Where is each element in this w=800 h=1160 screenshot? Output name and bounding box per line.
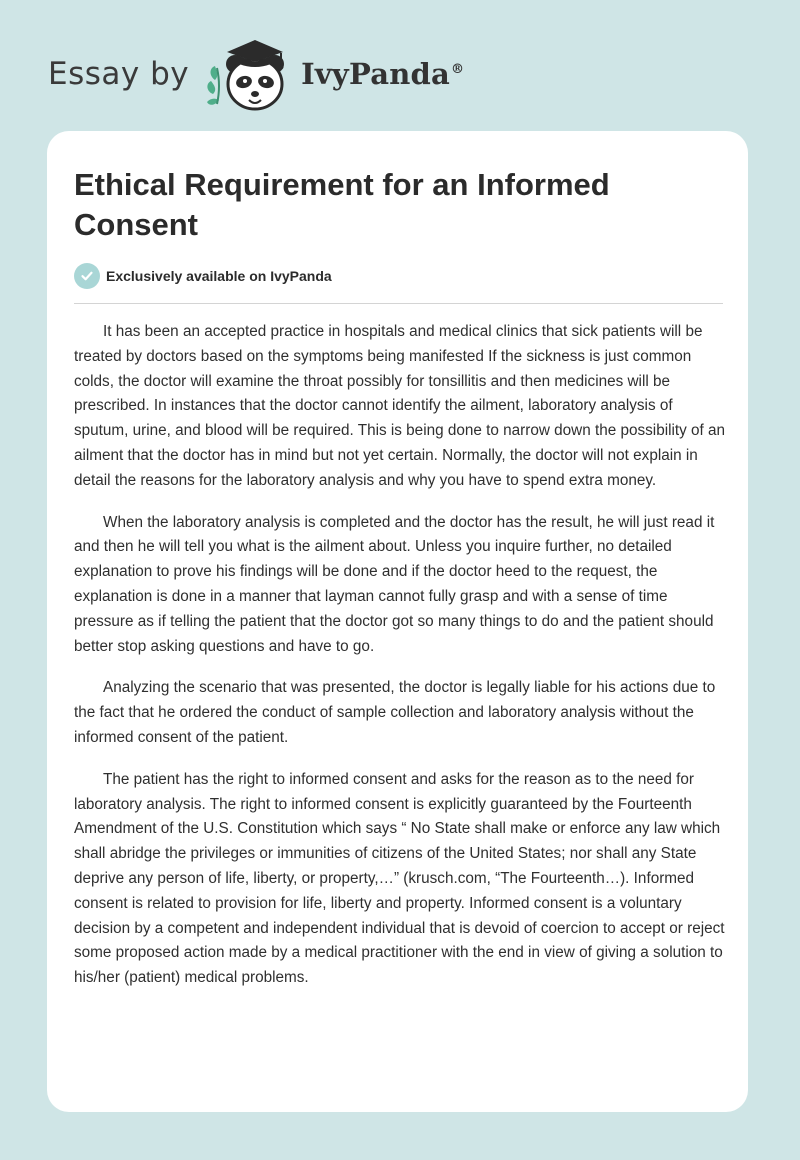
check-circle-icon	[74, 263, 100, 289]
registered-mark: ®	[450, 62, 465, 78]
page-title: Ethical Requirement for an Informed Consent	[74, 167, 610, 242]
exclusive-badge	[74, 263, 332, 289]
essay-card	[47, 131, 748, 1112]
brand-name: IvyPanda®	[301, 57, 465, 91]
divider	[74, 303, 723, 304]
brand-prefix: Essay by	[48, 56, 190, 92]
essay-body	[74, 320, 726, 1008]
panda-graduation-cap-icon	[205, 34, 297, 114]
paragraph: Analyzing the scenario that was presented, the doctor is legally liable for his actions due to the fact that he ordered the conduct of sample collection and laboratory analysis without the informed consent of the patient.	[74, 679, 716, 746]
paragraph: The patient has the right to informed consent and asks for the reason as to the need for laboratory analysis. The right to informed consent is explicitly guaranteed by the Fourteenth Amendment of the U.S. Constitution which says “ No State shall make or enforce any law which shall abridge the privileges or immunities of citizens of the United States; nor shall any State deprive any person of life, liberty, or property,…” (krusch.com, “The Fourteenth…). Informed consent is related to provision for life, liberty and property. Informed consent is a voluntary decision by a competent and independent individual that is devoid of coercion to accept or reject some proposed action made by a medical practitioner with the end in view of giving a solution to his/her (patient) medical problems.	[74, 770, 725, 987]
paragraph: When the laboratory analysis is completed and the doctor has the result, he will just read it and then he will tell you what is the ailment about. Unless you inquire further, no detailed explanation to prove his findings will be done and if the doctor heed to the request, the explanation is done in a manner that layman cannot fully grasp and with a sense of time pressure as if telling the patient that the doctor got so many things to do and the patient should better stop asking questions and have to go.	[74, 513, 715, 655]
badge-label: Exclusively available on IvyPanda	[106, 268, 332, 284]
paragraph: It has been an accepted practice in hospitals and medical clinics that sick patients will be treated by doctors based on the symptoms being manifested If the sickness is just common colds, the doctor will examine the throat possibly for tonsillitis and then medicines will be prescribed. In instances that the doctor cannot identify the ailment, laboratory analysis of sputum, urine, and blood will be required. This is being done to narrow down the possibility of an ailment that the doctor has in mind but not yet certain. Normally, the doctor will not explain in detail the reasons for the laboratory analysis and why you have to spend extra money.	[74, 323, 726, 489]
site-logo[interactable]	[48, 34, 464, 114]
